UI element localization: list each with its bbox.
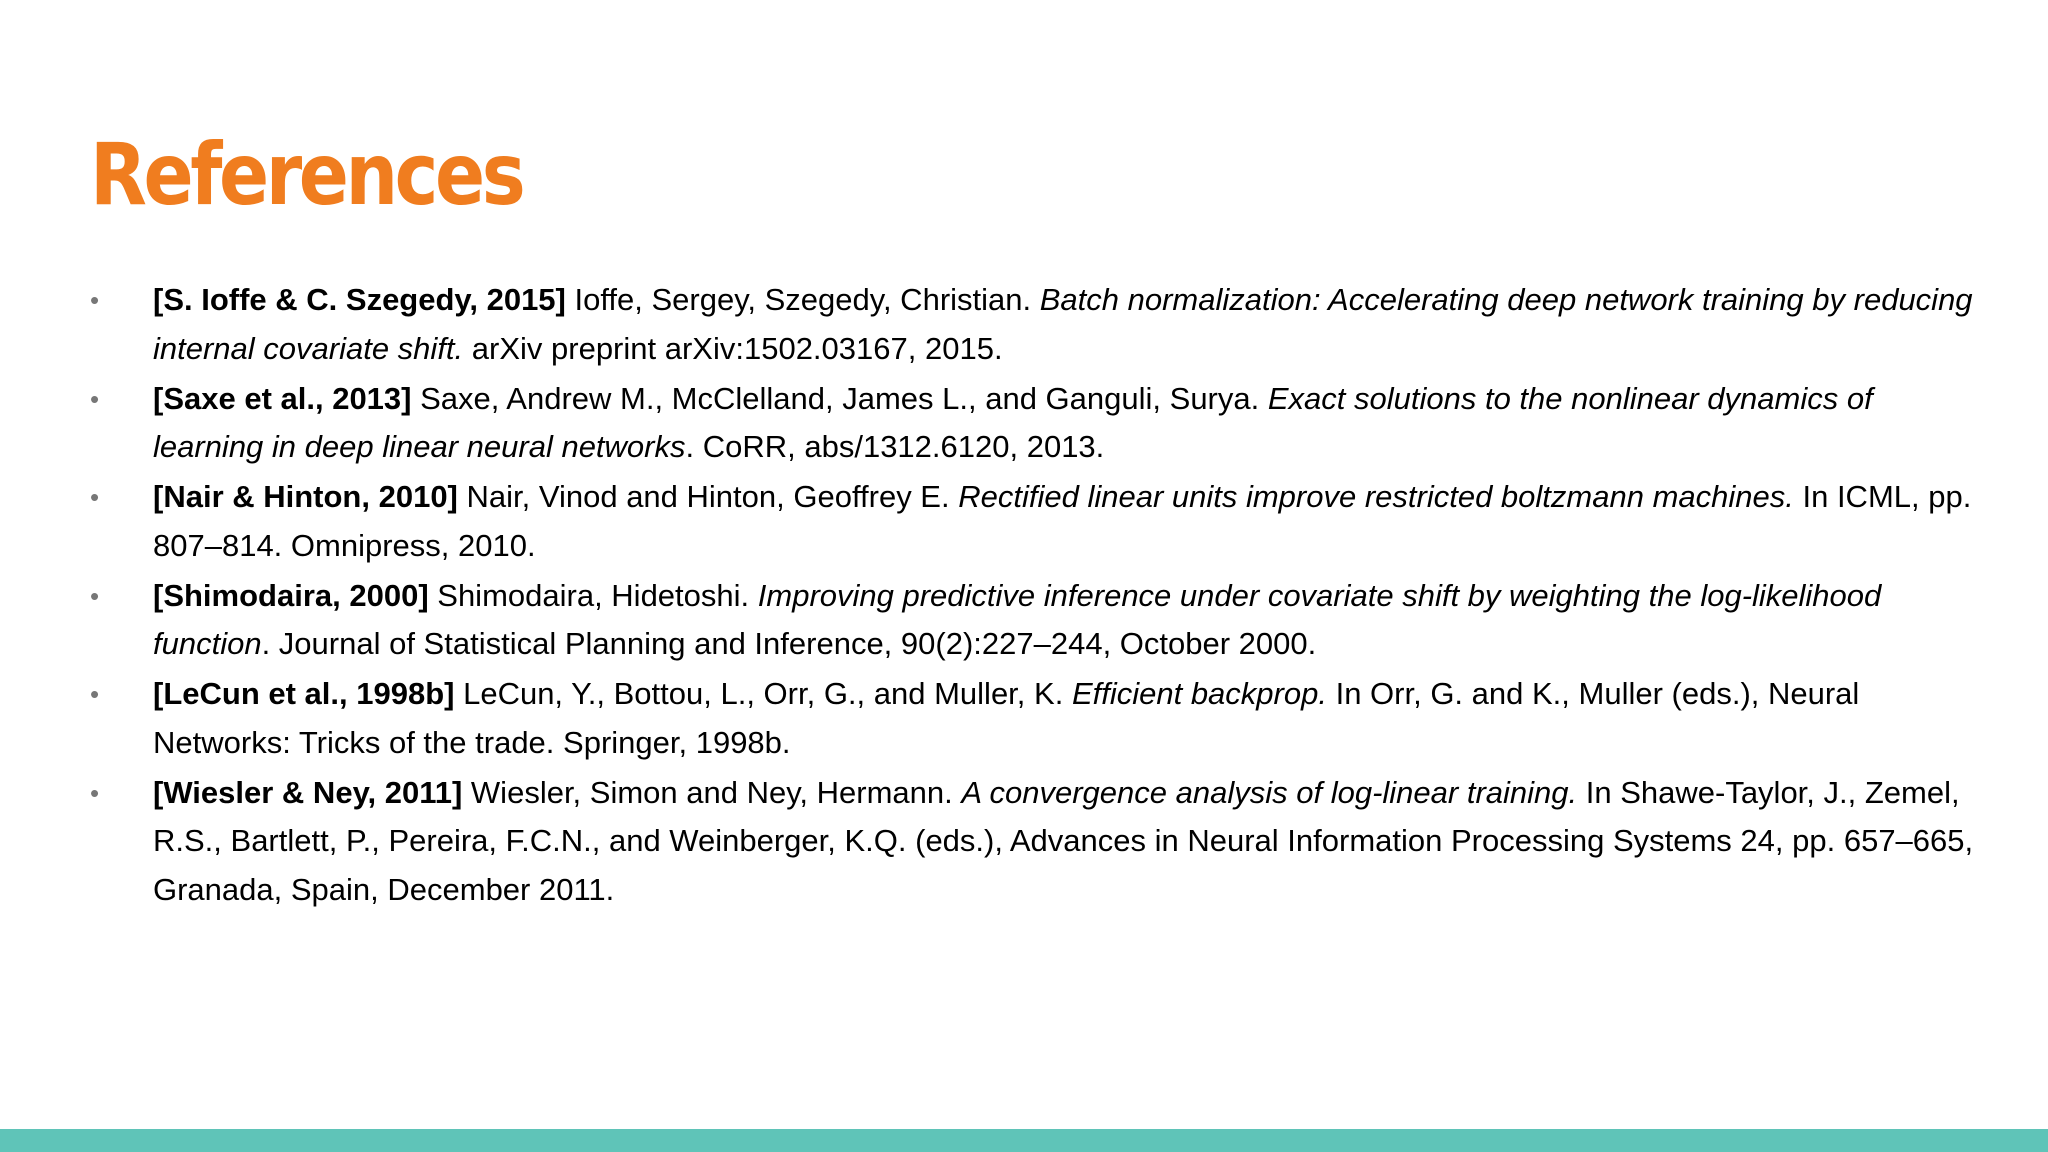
reference-title: Rectified linear units improve restricted boltzmann machines. <box>958 479 1794 514</box>
reference-item <box>90 572 1990 669</box>
reference-item <box>90 670 1990 767</box>
bullet-icon: • <box>90 679 100 709</box>
bottom-accent-bar <box>0 1129 2048 1152</box>
reference-venue: In Orr, G. and K., Muller (eds.), Neural Networks: Tricks of the trade. Springer, 1998b. <box>153 676 1860 760</box>
reference-authors: Ioffe, Sergey, Szegedy, Christian. <box>565 282 1040 317</box>
reference-item <box>90 375 1990 472</box>
bullet-icon: • <box>90 777 100 808</box>
reference-key: [Saxe et al., 2013] <box>153 380 412 416</box>
reference-title: Efficient backprop. <box>1071 676 1327 711</box>
reference-item <box>90 276 1990 373</box>
reference-authors: Nair, Vinod and Hinton, Geoffrey E. <box>457 479 959 514</box>
reference-authors: Saxe, Andrew M., McClelland, James L., and Ganguli, Surya. <box>411 380 1268 416</box>
reference-key: [Nair & Hinton, 2010] <box>153 479 458 514</box>
reference-title: Batch normalization: Accelerating deep network training by reducing internal covariate shift. <box>153 282 1973 366</box>
bullet-icon: • <box>90 580 100 611</box>
reference-item <box>90 769 1990 915</box>
bullet-icon: • <box>90 482 100 512</box>
reference-title: Improving predictive inference under covariate shift by weighting the log-likelihood function <box>153 577 1882 661</box>
reference-authors: LeCun, Y., Bottou, L., Orr, G., and Muller, K. <box>454 676 1072 711</box>
reference-list <box>90 276 1990 916</box>
reference-venue: arXiv preprint arXiv:1502.03167, 2015. <box>463 330 1003 366</box>
slide-title: References <box>90 125 523 225</box>
reference-venue: . CoRR, abs/1312.6120, 2013. <box>685 429 1105 464</box>
reference-key: [LeCun et al., 1998b] <box>153 676 455 711</box>
reference-key: [Shimodaira, 2000] <box>153 577 429 613</box>
bullet-icon: • <box>90 285 100 315</box>
bullet-icon: • <box>90 383 100 414</box>
reference-key: [S. Ioffe & C. Szegedy, 2015] <box>153 282 566 317</box>
reference-venue: In Shawe-Taylor, J., Zemel, R.S., Bartlett, P., Pereira, F.C.N., and Weinberger, K.Q. (eds.), Advances in Neural Information Processing Systems 24, pp. 657–665, Granada, Spain, December 2011. <box>153 774 1974 907</box>
reference-title: A convergence analysis of log-linear training. <box>961 774 1578 810</box>
reference-venue: . Journal of Statistical Planning and Inference, 90(2):227–244, October 2000. <box>261 626 1317 661</box>
reference-authors: Shimodaira, Hidetoshi. <box>428 577 758 613</box>
reference-item <box>90 473 1990 570</box>
reference-title: Exact solutions to the nonlinear dynamics of learning in deep linear neural networks <box>153 380 1873 464</box>
reference-authors: Wiesler, Simon and Ney, Hermann. <box>462 774 962 810</box>
reference-venue: In ICML, pp. 807–814. Omnipress, 2010. <box>153 479 1972 563</box>
reference-key: [Wiesler & Ney, 2011] <box>153 774 463 810</box>
